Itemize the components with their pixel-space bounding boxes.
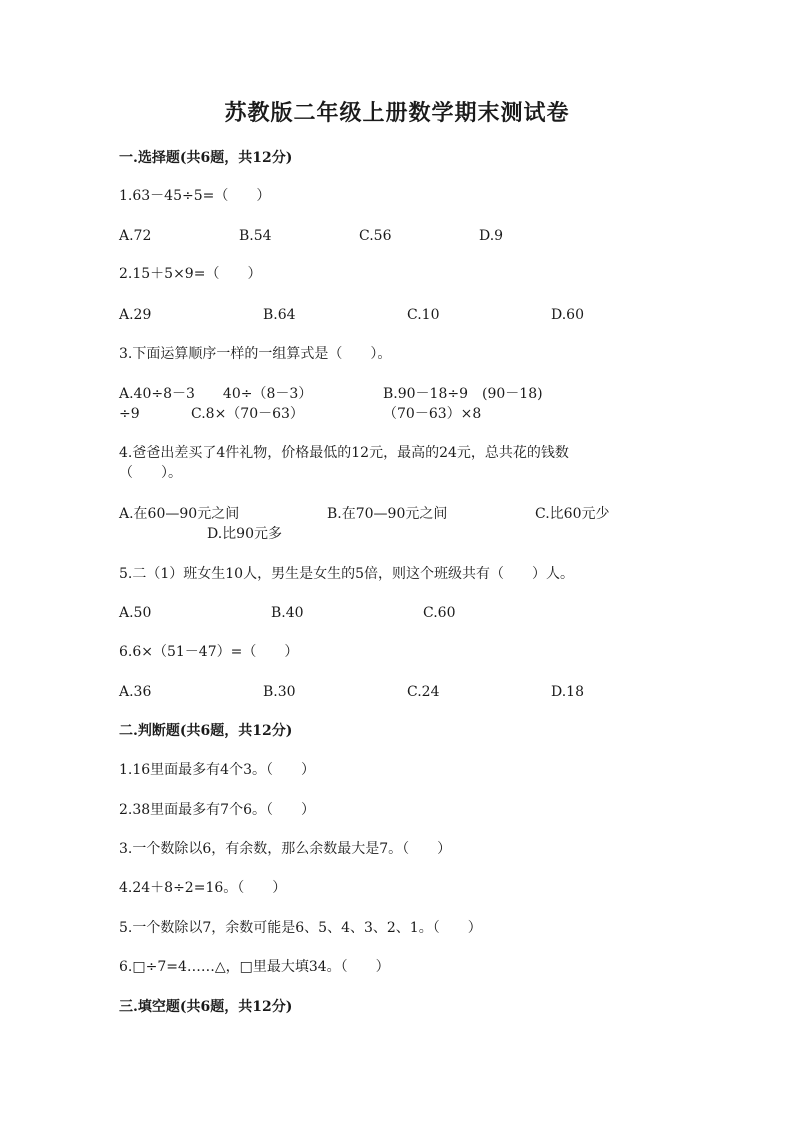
option-c: C.56 [359,228,392,244]
option-a: A.在60—90元之间 [119,506,240,522]
judgment-item: 3.一个数除以6，有余数，那么余数最大是7。（ ） [119,841,452,857]
option-a: A.36 [119,684,152,700]
option-d: D.9 [479,228,504,244]
option-b: B.54 [239,228,272,244]
option-d: D.18 [551,684,584,700]
section-heading-judgment: 二.判断题(共6题，共12分) [119,723,293,739]
option-a: A.40÷8－3 40÷（8－3） [119,386,313,402]
option-d: D.比90元多 [207,526,282,542]
option-b: B.30 [263,684,296,700]
option-b: B.在70—90元之间 [327,506,448,522]
question-text: 5.二（1）班女生10人，男生是女生的5倍，则这个班级共有（ ）人。 [119,566,574,582]
option-d: D.60 [551,307,584,323]
question-text-continued: （ ）。 [119,465,182,481]
option-c: C.10 [407,307,440,323]
section-heading-choice: 一.选择题(共6题，共12分) [119,150,293,166]
question-text: 1.63－45÷5=（ ） [119,188,271,204]
option-a: A.50 [119,605,152,621]
section-heading-fill-in: 三.填空题(共6题，共12分) [119,999,293,1015]
option-b: B.40 [271,605,304,621]
judgment-item: 1.16里面最多有4个3。（ ） [119,762,315,778]
question-text: 2.15＋5×9=（ ） [119,266,262,282]
option-c: C.24 [407,684,440,700]
option-c: C.比60元少 [535,506,610,522]
question-text: 3.下面运算顺序一样的一组算式是（ ）。 [119,346,392,362]
option-c-continued: （70－63）×8 [383,406,482,422]
judgment-item: 2.38里面最多有7个6。（ ） [119,802,315,818]
judgment-item: 4.24＋8÷2=16。（ ） [119,880,287,896]
judgment-item: 6.□÷7=4……△，□里最大填34。（ ） [119,959,390,975]
option-b: B.90－18÷9 (90－18) [383,386,543,402]
option-c: C.60 [423,605,456,621]
option-c: C.8×（70－63） [191,406,304,422]
page-title: 苏教版二年级上册数学期末测试卷 [224,100,570,126]
question-text: 4.爸爸出差买了4件礼物，价格最低的12元，最高的24元，总共花的钱数 [119,445,569,461]
option-b: B.64 [263,307,296,323]
judgment-item: 5.一个数除以7，余数可能是6、5、4、3、2、1。（ ） [119,920,482,936]
option-a: A.72 [119,228,152,244]
option-b-continued: ÷9 [119,406,140,422]
question-text: 6.6×（51－47）=（ ） [119,644,299,660]
option-a: A.29 [119,307,152,323]
